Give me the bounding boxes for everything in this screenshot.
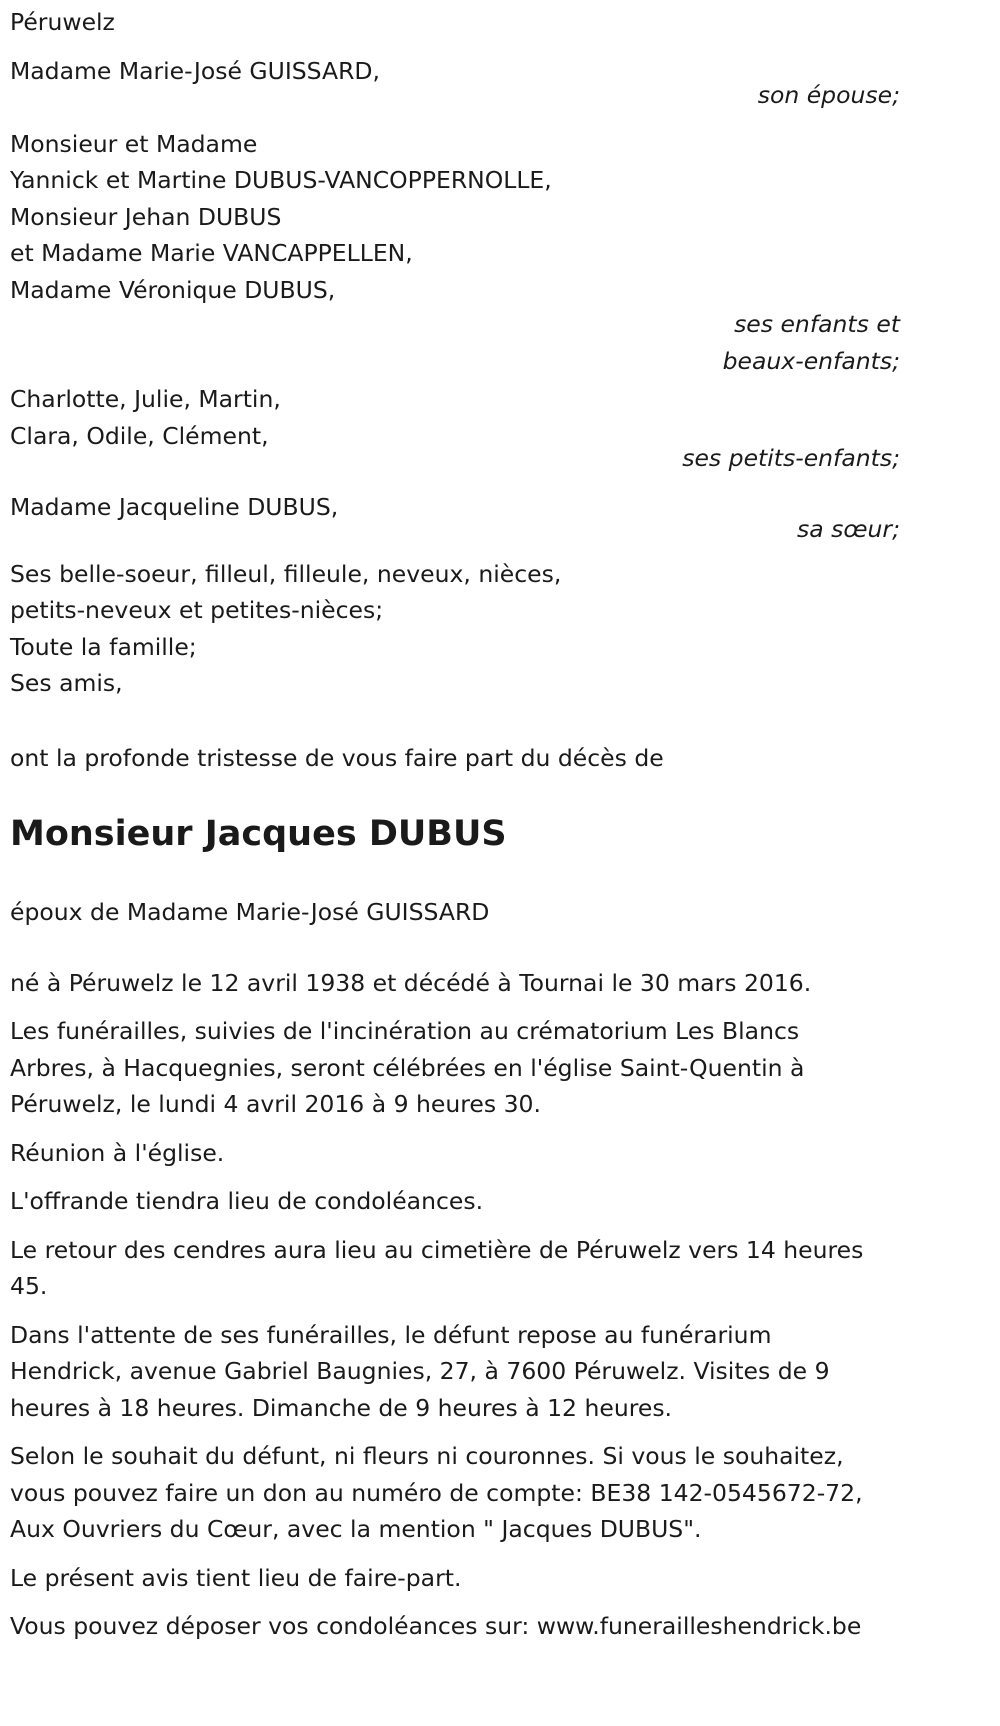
children-line: Madame Véronique DUBUS, (10, 275, 336, 304)
paragraph-birth-death: né à Péruwelz le 12 avril 1938 et décédé à Tournai le 30 mars 2016. (10, 968, 812, 997)
sister-name: Madame Jacqueline DUBUS, (10, 492, 339, 521)
grandchildren-line: Charlotte, Julie, Martin, (10, 385, 281, 413)
children-block (10, 126, 900, 380)
sister-block (10, 489, 900, 548)
grandchildren-relation: ses petits-enfants; (682, 444, 900, 472)
children-line: et Madame Marie VANCAPPELLEN, (10, 239, 413, 267)
others-line: Toute la famille; (10, 632, 197, 661)
children-line: Yannick et Martine DUBUS-VANCOPPERNOLLE, (10, 166, 552, 194)
paragraph-donation: Selon le souhait du défunt, ni fleurs ni couronnes. Si vous le souhaitez, vous pouvez faire un don au numéro de compte: BE38 142-0545672-72, Aux Ouvriers du Cœur, avec la mention " Jacques DUBUS". (10, 1442, 863, 1543)
paragraph-meeting: Réunion à l'église. (10, 1138, 225, 1167)
others-block (10, 556, 900, 702)
obituary-notice (10, 0, 900, 1645)
spouse-block (10, 53, 900, 114)
spouse-name: Madame Marie-José GUISSARD, (10, 56, 380, 85)
children-line: Monsieur et Madame (10, 129, 258, 158)
paragraph-funerarium: Dans l'attente de ses funérailles, le défunt repose au funérarium Hendrick, avenue Gabriel Baugnies, 27, à 7600 Péruwelz. Visites de 9 heures à 18 heures. Dimanche de 9 heures à 12 heures. (10, 1320, 830, 1422)
paragraph-condolences: Vous pouvez déposer vos condoléances sur: www.funerailleshendrick.be (10, 1612, 862, 1640)
paragraph-notice: Le présent avis tient lieu de faire-part. (10, 1563, 462, 1592)
paragraph-funeral: Les funérailles, suivies de l'incinération au crématorium Les Blancs Arbres, à Hacquegnies, seront célébrées en l'église Saint-Quentin à Péruwelz, le lundi 4 avril 2016 à 9 heures 30. (10, 1017, 805, 1118)
location: Péruwelz (10, 8, 115, 36)
others-line: petits-neveux et petites-nièces; (10, 596, 384, 624)
grandchildren-block (10, 381, 900, 477)
spouse-relation: son épouse; (757, 81, 900, 109)
children-line: Monsieur Jehan DUBUS (10, 202, 282, 231)
others-line: Ses belle-soeur, filleul, filleule, neveux, nièces, (10, 559, 562, 588)
children-relation: beaux-enfants; (722, 346, 900, 375)
sister-relation: sa sœur; (797, 515, 900, 543)
spouse-of: époux de Madame Marie-José GUISSARD (10, 898, 490, 926)
details (10, 965, 900, 1645)
children-relation: ses enfants et (734, 310, 900, 338)
paragraph-ashes: Le retour des cendres aura lieu au cimetière de Péruwelz vers 14 heures 45. (10, 1235, 864, 1300)
deceased-name: Monsieur Jacques DUBUS (10, 814, 507, 854)
grandchildren-line: Clara, Odile, Clément, (10, 421, 269, 450)
others-line: Ses amis, (10, 669, 123, 697)
announcement: ont la profonde tristesse de vous faire part du décès de (10, 743, 664, 772)
paragraph-offering: L'offrande tiendra lieu de condoléances. (10, 1187, 484, 1215)
